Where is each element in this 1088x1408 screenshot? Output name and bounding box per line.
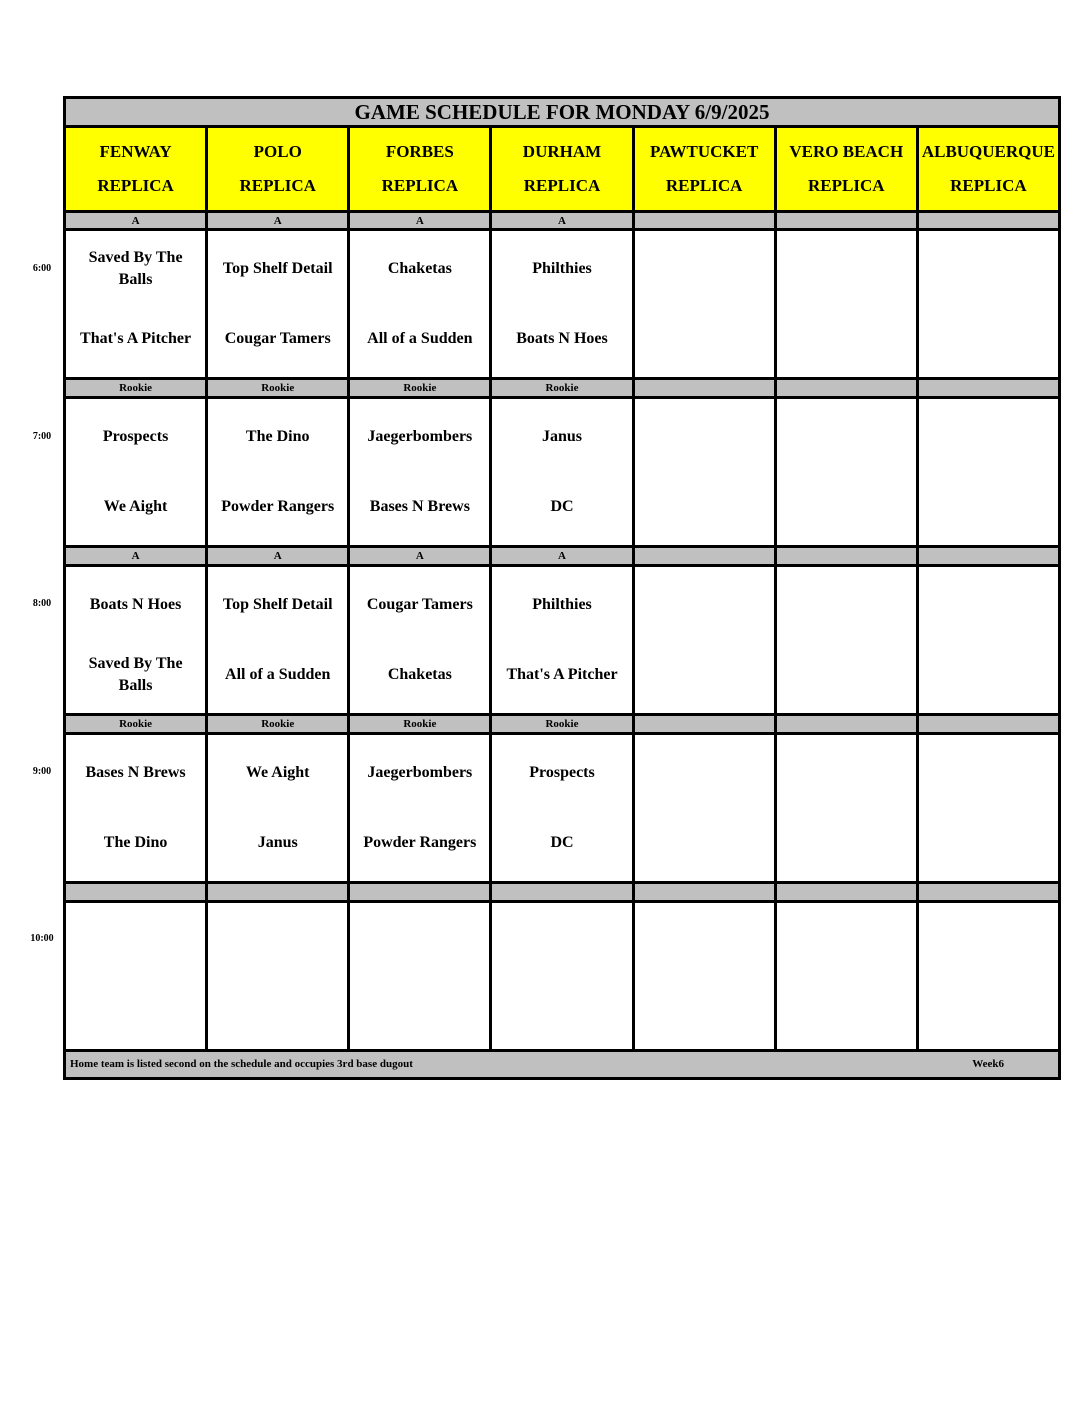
division-label [917, 379, 1059, 398]
home-team: That's A Pitcher [80, 330, 192, 348]
field-header [491, 127, 633, 211]
field-header [349, 127, 491, 211]
matchup [494, 738, 629, 878]
field-name: VERO BEACH [789, 141, 904, 161]
division-row [65, 211, 1060, 230]
away-team [637, 402, 772, 472]
game-cell [775, 733, 917, 882]
division-label [775, 379, 917, 398]
schedule-title: GAME SCHEDULE FOR MONDAY 6/9/2025 [65, 98, 1060, 127]
field-type: REPLICA [97, 175, 174, 195]
field-header [633, 127, 775, 211]
away-team: Janus [541, 428, 582, 446]
matchup [494, 402, 629, 542]
week-label: Week6 [972, 1058, 1004, 1071]
field-type: REPLICA [950, 175, 1027, 195]
home-team [921, 472, 1056, 542]
game-cell [917, 230, 1059, 379]
home-team [921, 976, 1056, 1046]
matchup [637, 570, 772, 710]
field-name: FORBES [385, 141, 454, 161]
game-cell [207, 230, 349, 379]
away-team: Jaegerbombers [367, 763, 473, 781]
matchup [921, 906, 1056, 1046]
home-team: We Aight [103, 498, 168, 516]
matchup [637, 738, 772, 878]
time-label-6: 6:00 [32, 263, 52, 274]
game-row [65, 230, 1060, 379]
game-cell [917, 733, 1059, 882]
away-team [210, 906, 345, 976]
game-cell [349, 901, 491, 1050]
footer-content [70, 1058, 1054, 1070]
division-label [633, 882, 775, 901]
division-label: A [349, 211, 491, 230]
game-cell [65, 901, 207, 1050]
away-team: Saved By The Balls [88, 249, 183, 289]
field-name: FENWAY [99, 141, 172, 161]
title-row [65, 98, 1060, 127]
field-name: PAWTUCKET [649, 141, 759, 161]
game-cell [349, 398, 491, 547]
field-type: REPLICA [239, 175, 316, 195]
field-type: REPLICA [808, 175, 885, 195]
home-team [921, 808, 1056, 878]
away-team [779, 906, 914, 976]
matchup [494, 234, 629, 374]
home-team: The Dino [103, 833, 168, 851]
away-team: Philthies [532, 260, 592, 278]
home-team [779, 808, 914, 878]
home-team [779, 640, 914, 710]
matchup [637, 906, 772, 1046]
division-label [917, 211, 1059, 230]
matchup [68, 570, 203, 710]
game-cell [207, 733, 349, 882]
matchup [921, 570, 1056, 710]
away-team [921, 570, 1056, 640]
home-team: Janus [257, 833, 298, 851]
matchup [779, 738, 914, 878]
home-team: Boats N Hoes [516, 330, 608, 348]
home-team: Saved By The Balls [88, 655, 183, 695]
footer [65, 1050, 1060, 1078]
away-team [779, 402, 914, 472]
away-team [779, 738, 914, 808]
division-label [207, 882, 349, 901]
matchup [68, 906, 203, 1046]
game-cell [491, 901, 633, 1050]
game-cell [917, 566, 1059, 715]
game-cell [633, 230, 775, 379]
division-row [65, 882, 1060, 901]
division-row [65, 547, 1060, 566]
away-team: We Aight [245, 763, 310, 781]
division-label [633, 379, 775, 398]
away-team [779, 234, 914, 304]
matchup [210, 402, 345, 542]
game-cell [633, 733, 775, 882]
away-team: Cougar Tamers [366, 596, 473, 614]
away-team [68, 906, 203, 976]
matchup [779, 402, 914, 542]
home-team [921, 640, 1056, 710]
field-header [207, 127, 349, 211]
division-label: Rookie [491, 715, 633, 734]
home-team [921, 304, 1056, 374]
field-type: REPLICA [523, 175, 601, 195]
game-cell [65, 230, 207, 379]
division-label [65, 882, 207, 901]
home-team: DC [550, 833, 574, 851]
matchup [921, 402, 1056, 542]
away-team [779, 570, 914, 640]
away-team [637, 570, 772, 640]
game-row [65, 566, 1060, 715]
away-team: The Dino [245, 428, 310, 446]
game-cell [207, 566, 349, 715]
away-team: Top Shelf Detail [222, 260, 333, 278]
home-team [779, 304, 914, 374]
home-team: All of a Sudden [367, 330, 473, 348]
away-team [921, 906, 1056, 976]
game-cell [775, 566, 917, 715]
division-label [917, 547, 1059, 566]
away-team [637, 738, 772, 808]
game-cell [633, 901, 775, 1050]
field-type: REPLICA [665, 175, 743, 195]
home-team [637, 304, 772, 374]
division-label: A [65, 211, 207, 230]
away-team: Bases N Brews [85, 763, 186, 781]
time-label-9: 9:00 [32, 766, 52, 777]
time-label-10: 10:00 [30, 933, 54, 944]
field-name: DURHAM [522, 141, 602, 161]
home-team [210, 976, 345, 1046]
away-team: Prospects [102, 428, 169, 446]
matchup [68, 234, 203, 374]
home-team: Powder Rangers [221, 498, 335, 516]
division-label [491, 882, 633, 901]
game-cell [491, 566, 633, 715]
home-team: Bases N Brews [369, 498, 470, 516]
away-team [637, 234, 772, 304]
matchup [210, 906, 345, 1046]
field-header [917, 127, 1059, 211]
division-label [775, 882, 917, 901]
home-team: That's A Pitcher [506, 666, 618, 684]
home-team: Powder Rangers [363, 833, 477, 851]
division-label [633, 547, 775, 566]
matchup [779, 570, 914, 710]
game-cell [349, 733, 491, 882]
matchup [779, 906, 914, 1046]
home-team: DC [550, 498, 574, 516]
division-row [65, 715, 1060, 734]
division-label: A [65, 547, 207, 566]
game-cell [65, 566, 207, 715]
home-team [68, 976, 203, 1046]
matchup [352, 234, 487, 374]
time-label-7: 7:00 [32, 431, 52, 442]
field-header [775, 127, 917, 211]
home-team [637, 976, 772, 1046]
game-row [65, 733, 1060, 882]
matchup [352, 402, 487, 542]
game-cell [917, 398, 1059, 547]
game-cell [349, 566, 491, 715]
matchup [637, 402, 772, 542]
division-label: Rookie [207, 715, 349, 734]
division-label: Rookie [349, 379, 491, 398]
home-team [494, 976, 629, 1046]
division-label [775, 211, 917, 230]
game-cell [207, 901, 349, 1050]
away-team [921, 234, 1056, 304]
home-team [637, 472, 772, 542]
matchup [352, 738, 487, 878]
home-team: Cougar Tamers [224, 330, 331, 348]
division-row [65, 379, 1060, 398]
away-team: Philthies [532, 596, 592, 614]
game-cell [491, 230, 633, 379]
game-cell [633, 566, 775, 715]
game-cell [633, 398, 775, 547]
division-label: A [349, 547, 491, 566]
field-type: REPLICA [381, 175, 459, 195]
away-team: Top Shelf Detail [222, 596, 333, 614]
matchup [352, 906, 487, 1046]
home-team [779, 976, 914, 1046]
game-cell [207, 398, 349, 547]
away-team [637, 906, 772, 976]
schedule-table [63, 96, 1061, 1080]
division-label: Rookie [349, 715, 491, 734]
game-cell [491, 398, 633, 547]
home-team: Chaketas [387, 666, 452, 684]
division-label: Rookie [65, 379, 207, 398]
division-label [917, 715, 1059, 734]
matchup [68, 738, 203, 878]
away-team [352, 906, 487, 976]
game-row [65, 901, 1060, 1050]
home-team [779, 472, 914, 542]
away-team: Boats N Hoes [89, 596, 182, 614]
division-label: A [491, 211, 633, 230]
division-label [633, 715, 775, 734]
matchup [494, 906, 629, 1046]
game-cell [65, 398, 207, 547]
division-label: A [207, 547, 349, 566]
away-team [494, 906, 629, 976]
home-team [637, 640, 772, 710]
game-cell [775, 398, 917, 547]
division-label [775, 715, 917, 734]
away-team [921, 738, 1056, 808]
matchup [494, 570, 629, 710]
matchup [210, 570, 345, 710]
division-label: Rookie [207, 379, 349, 398]
division-label: A [207, 211, 349, 230]
game-cell [65, 733, 207, 882]
field-name: POLO [253, 141, 302, 161]
matchup [779, 234, 914, 374]
home-team: All of a Sudden [225, 666, 331, 684]
division-label: A [491, 547, 633, 566]
home-team [352, 976, 487, 1046]
time-label-8: 8:00 [32, 598, 52, 609]
slot-rows [65, 211, 1060, 1050]
game-cell [775, 230, 917, 379]
footer-note: Home team is listed second on the schedule and occupies 3rd base dugout [70, 1058, 413, 1071]
matchup [921, 234, 1056, 374]
away-team: Prospects [529, 763, 595, 781]
division-label: Rookie [491, 379, 633, 398]
away-team [921, 402, 1056, 472]
matchup [68, 402, 203, 542]
home-team [637, 808, 772, 878]
division-label [775, 547, 917, 566]
field-name: ALBUQUERQUE [921, 141, 1056, 161]
division-label [917, 882, 1059, 901]
field-header [65, 127, 207, 211]
game-cell [349, 230, 491, 379]
away-team: Chaketas [387, 260, 452, 278]
division-label: Rookie [65, 715, 207, 734]
matchup [210, 234, 345, 374]
division-label [633, 211, 775, 230]
matchup [210, 738, 345, 878]
field-header-row [65, 127, 1060, 211]
matchup [637, 234, 772, 374]
footer-row [65, 1050, 1060, 1078]
game-row [65, 398, 1060, 547]
matchup [352, 570, 487, 710]
division-label [349, 882, 491, 901]
game-cell [775, 901, 917, 1050]
game-cell [491, 733, 633, 882]
game-cell [917, 901, 1059, 1050]
matchup [921, 738, 1056, 878]
away-team: Jaegerbombers [367, 428, 473, 446]
